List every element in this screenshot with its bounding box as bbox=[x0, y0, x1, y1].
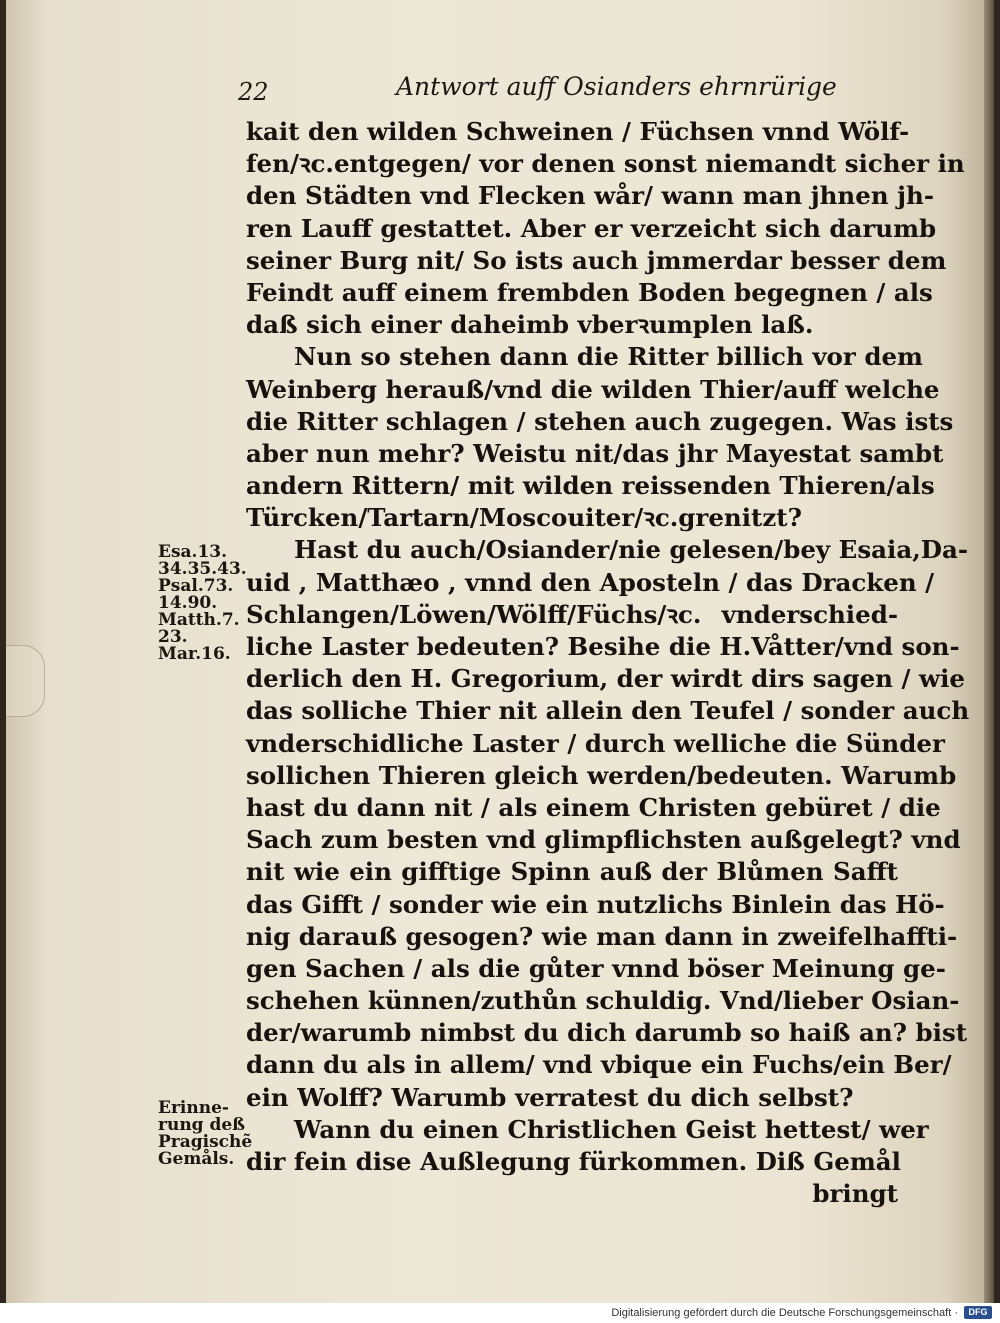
text-line: dann du als in allem/ vnd vbique ein Fuchs/ein Ber/ bbox=[246, 1050, 952, 1080]
catchword: bringt bbox=[812, 1179, 898, 1209]
margin-ref: 34.35.43. bbox=[158, 559, 247, 579]
margin-ref: Mar.16. bbox=[158, 644, 231, 664]
text-line: schehen künnen/zuthůn schuldig. Vnd/lieber Osian- bbox=[246, 986, 960, 1016]
text-line: aber nun mehr? Weistu nit/das jhr Mayestat sambt bbox=[246, 438, 944, 468]
text-line: Feindt auff einem frembden Boden begegnen / als bbox=[246, 277, 933, 307]
margin-note-erinnerung bbox=[158, 1100, 252, 1168]
margin-note-line: Pragischẽ bbox=[158, 1132, 253, 1152]
margin-ref: Esa.13. bbox=[158, 542, 228, 562]
margin-references bbox=[158, 544, 247, 663]
text-line: sollichen Thieren gleich werden/bedeuten. Warumb bbox=[246, 760, 957, 790]
footer-bar bbox=[0, 1303, 1000, 1323]
text-line: das solliche Thier nit allein den Teufel / sonder auch bbox=[246, 696, 970, 726]
page-header bbox=[238, 72, 898, 112]
text-line: Türcken/Tartarn/Moscouiter/ꝛc.grenitzt? bbox=[246, 503, 802, 533]
text-line: andern Rittern/ mit wilden reissenden Thieren/als bbox=[246, 471, 935, 501]
text-line: nit wie ein gifftige Spinn auß der Blůmen Safft bbox=[246, 857, 898, 887]
text-line: die Ritter schlagen / stehen auch zugegen. Was ists bbox=[246, 406, 954, 436]
margin-note-line: rung deß bbox=[158, 1115, 246, 1135]
margin-note-line: Erinne- bbox=[158, 1098, 229, 1118]
text-line: der/warumb nimbst du dich darumb so haiß an? bist bbox=[246, 1018, 968, 1048]
text-line: Wann du einen Christlichen Geist hettest/ wer bbox=[294, 1114, 929, 1144]
text-line: hast du dann nit / als einem Christen gebüret / die bbox=[246, 792, 941, 822]
text-line: seiner Burg nit/ So ists auch jmmerdar besser dem bbox=[246, 245, 947, 275]
margin-ref: Psal.73. bbox=[158, 576, 234, 596]
page-number: 22 bbox=[238, 78, 269, 106]
text-line: den Städten vnd Flecken wår/ wann man jhnen jh- bbox=[246, 181, 935, 211]
margin-ref: Matth.7. bbox=[158, 610, 240, 630]
text-line: Sach zum besten vnd glimpflichsten außgelegt? vnd bbox=[246, 825, 961, 855]
text-line: dir fein dise Außlegung fürkommen. Diß Gemål bbox=[246, 1147, 901, 1176]
text-line: vnderschidliche Laster / durch welliche die Sünder bbox=[246, 728, 945, 758]
text-line: Schlangen/Löwen/Wölff/Füchs/ꝛc. vnderschied- bbox=[246, 599, 898, 629]
margin-note-line: Gemåls. bbox=[158, 1149, 235, 1169]
page-edge bbox=[984, 0, 994, 1303]
text-line: das Gifft / sonder wie ein nutzlichs Binlein das Hö- bbox=[246, 889, 945, 919]
page-tab bbox=[6, 645, 45, 717]
text-line: ren Lauff gestattet. Aber er verzeicht sich darumb bbox=[246, 213, 937, 243]
text-line: uid , Matthæo , vnnd den Aposteln / das Dracken / bbox=[246, 567, 935, 597]
text-line: gen Sachen / als die gůter vnnd böser Meinung ge- bbox=[246, 953, 946, 983]
text-body bbox=[246, 116, 970, 1210]
text-line: nig darauß gesogen? wie man dann in zweifelhaffti- bbox=[246, 921, 958, 951]
margin-ref: 14.90. bbox=[158, 593, 218, 613]
text-line: Weinberg herauß/vnd die wilden Thier/auff welche bbox=[246, 374, 940, 404]
text-line: liche Laster bedeuten? Besihe die H.Våtter/vnd son- bbox=[246, 632, 960, 661]
running-title: Antwort auff Osianders ehrnrürige bbox=[396, 72, 837, 101]
margin-ref: 23. bbox=[158, 627, 188, 647]
text-line: daß sich einer daheimb vberꝛumplen laß. bbox=[246, 310, 814, 340]
text-line: kait den wilden Schweinen / Füchsen vnnd Wölf- bbox=[246, 117, 910, 146]
footer-credit: Digitalisierung gefördert durch die Deutsche Forschungsgemeinschaft · bbox=[611, 1307, 958, 1319]
text-line: fen/ꝛc.entgegen/ vor denen sonst niemandt sicher in bbox=[246, 149, 965, 179]
text-line: Hast du auch/Osiander/nie gelesen/bey Esaia,Da- bbox=[294, 535, 969, 565]
text-line: derlich den H. Gregorium, der wirdt dirs sagen / wie bbox=[246, 664, 965, 694]
dfg-logo-icon: DFG bbox=[964, 1306, 992, 1319]
text-line: Nun so stehen dann die Ritter billich vor dem bbox=[294, 342, 923, 372]
text-line: ein Wolff? Warumb verratest du dich selbst? bbox=[246, 1082, 854, 1112]
